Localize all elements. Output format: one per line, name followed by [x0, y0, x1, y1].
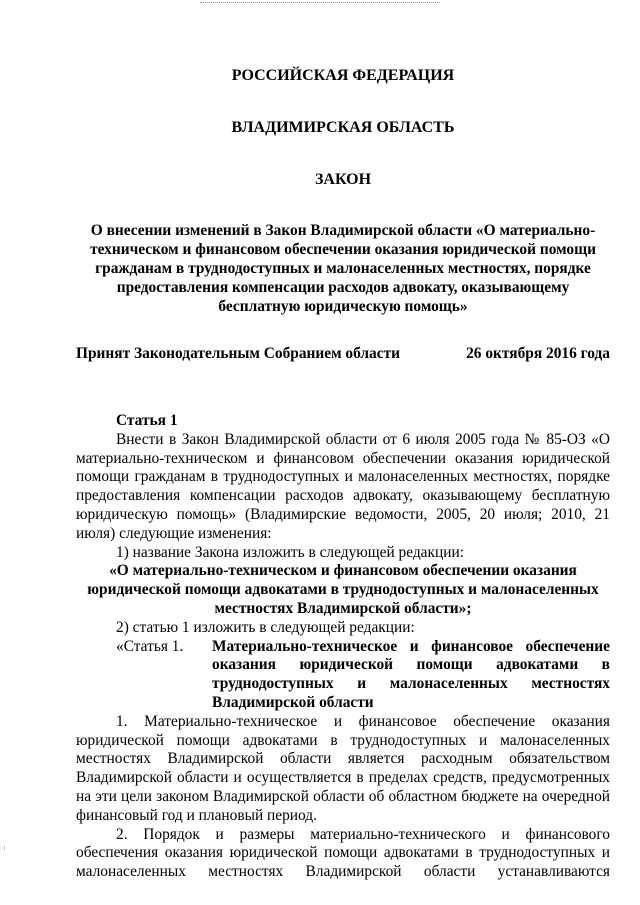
law-subject-title: О внесении изменений в Закон Владимирской области «О материально-техническом и финансовом обеспечении оказания юридической помощи гражданам в труднодоступных и малонаселенных местностях, порядке предоставления компенсации расходов адвокату, оказывающему бесплатную юридическую помощь»: [90, 222, 596, 315]
new-article-title: Материально-техническое и финансовое обеспечение оказания юридической помощи адвокатами в труднодоступных и малонаселенных местностях Владимирской области: [212, 637, 610, 711]
amendment-item-1: 1) название Закона изложить в следующей редакции:: [116, 543, 464, 561]
new-article-label: «Статья 1.: [116, 637, 184, 655]
adoption-line: [76, 345, 610, 364]
article-1-body: [76, 412, 610, 882]
adoption-date: 26 октября 2016 года: [466, 345, 610, 362]
new-article-paragraph-1: 1. Материально-техническое и финансовое обеспечение оказания юридической помощи адвокатами в труднодоступных и малонаселенных местностях Владимирской области является расходным обязательством Владимирской области и осуществляется в пределах средств, предусмотренных на эти цели законом Владимирской области об областном бюджете на очередной финансовый год и плановый период.: [76, 712, 610, 824]
new-law-name: «О материально-техническом и финансовом обеспечении оказания юридической помощи адвокатами в труднодоступных и малонаселенных местностях Владимирской области»;: [87, 562, 599, 617]
article-1-title: Статья 1: [116, 412, 178, 429]
new-article-heading: [76, 638, 610, 713]
region-heading: ВЛАДИМИРСКАЯ ОБЛАСТЬ: [231, 119, 455, 136]
margin-mark: [4, 846, 5, 850]
amendment-item-2: 2) статью 1 изложить в следующей редакции:: [116, 618, 415, 636]
document-type-heading: ЗАКОН: [314, 171, 372, 188]
article-1-intro: Внести в Закон Владимирской области от 6 июля 2005 года № 85-ОЗ «О материально-техническом и финансовом обеспечении оказания юридической помощи гражданам в труднодоступных и малонаселенных местностях, порядке предоставления компенсации расходов адвокату, оказывающему бесплатную юридическую помощь» (Владимирские ведомости, 2005, 20 июля; 2010, 21 июля) следующие изменения:: [76, 430, 610, 542]
scan-edge-mark: [200, 2, 440, 4]
new-article-paragraph-2: 2. Порядок и размеры материально-технического и финансового обеспечения оказания юридической помощи адвокатами в труднодоступных и малонаселенных местностях Владимирской области устанавливаются: [76, 825, 610, 881]
federation-heading: РОССИЙСКАЯ ФЕДЕРАЦИЯ: [231, 67, 455, 84]
adoption-text: Принят Законодательным Собранием области: [76, 345, 401, 362]
